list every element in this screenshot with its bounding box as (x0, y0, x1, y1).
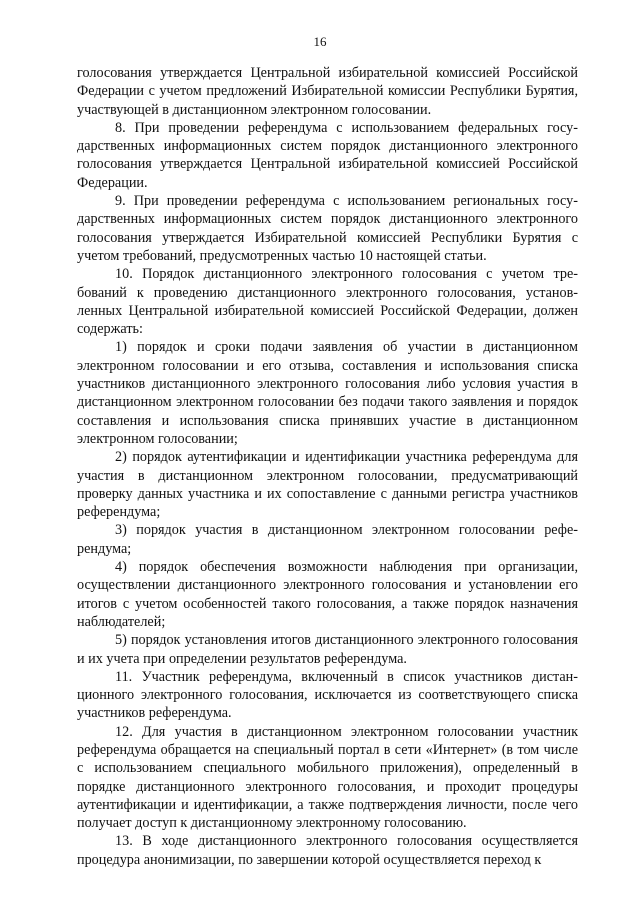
paragraph-10-item-1: 1) порядок и сроки подачи заявления об участии в дистанционном электронном голосовании и его отзыва, составления и использования списка участников дистанционного электронного голосования либо условия участия в дистанционном электронном голосовании без подачи такого заявления и порядок составления и использования списка принявших участие в дистанционном электронном голосовании; (77, 339, 578, 447)
paragraph-10-item-4: 4) порядок обеспечения возможности наблюдения при организации, осуществлении дистанционного электронного голосования и установлении его итогов с учетом особенностей такого голосования, а также порядок назначения наблюдателей; (77, 559, 578, 630)
paragraph-13: 13. В ходе дистанционного электронного голосования осуществляется процедура анонимизации, по завершении которой осуществляется переход к (77, 833, 578, 868)
paragraph-10: 10. Порядок дистанционного электронного голосования с учетом требований к проведению дистанционного электронного голосования, установленных Центральной избирательной комиссией Российской Федерации, должен содержать: (77, 266, 578, 338)
paragraph-9: 9. При проведении референдума с использованием региональных государственных информационных систем порядок дистанционного электронного голосования утверждается Избирательной комиссией Республики Бурятия с учетом требований, предусмотренных частью 10 настоящей статьи. (77, 193, 578, 264)
paragraph-11: 11. Участник референдума, включенный в список участников дистанционного электронного голосования, исключается из соответствующего списка участников референдума. (77, 668, 578, 722)
paragraph-continuation: голосования утверждается Центральной избирательной комиссией Российской Федерации с учетом предложений Избирательной комиссии Республики Бурятия, участвующей в дистанционном электронном голосовании. (77, 65, 578, 118)
paragraph-10-item-5: 5) порядок установления итогов дистанционного электронного голосования и их учета при определении результатов референдума. (77, 632, 578, 667)
paragraph-8: 8. При проведении референдума с использованием федеральных государственных информационных систем порядок дистанционного электронного голосования утверждается Центральной избирательной комиссией Российской Федерации. (77, 119, 578, 191)
paragraph-10-item-2: 2) порядок аутентификации и идентификации участника референдума для участия в дистанционном электронном голосовании, предусматривающий проверку данных участника и их сопоставление с данными регистра участников референдума; (77, 449, 578, 521)
paragraph-10-item-3: 3) порядок участия в дистанционном электронном голосовании референдума; (77, 522, 578, 557)
page-number: 16 (313, 34, 327, 49)
paragraph-12: 12. Для участия в дистанционном электронном голосовании участник референдума обращается на специальный портал в сети «Интернет» (в том числе с использованием специального мобильного приложения), определенный в порядке дистанционного электронного голосования, и проходит процедуры аутентификации и идентификации, а также подтверждения личности, после чего получает доступ к дистанционному электронному голосованию. (77, 723, 578, 832)
document-body (77, 64, 578, 869)
